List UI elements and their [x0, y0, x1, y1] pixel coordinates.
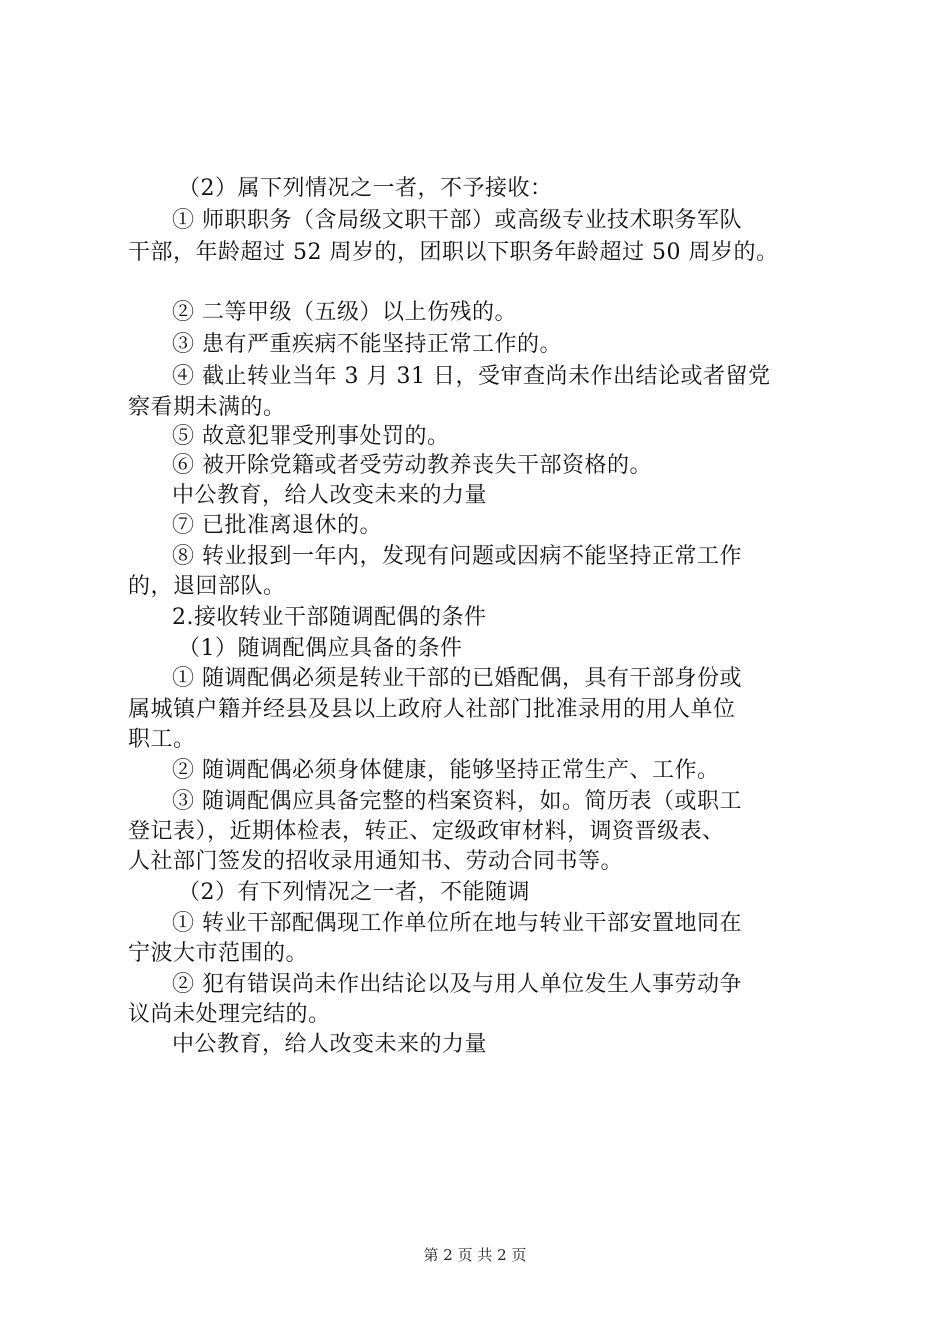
paragraph-line: ⑦ 已批准离退休的。	[172, 513, 382, 538]
paragraph-line: 属城镇户籍并经县及县以上政府人社部门批准录用的用人单位	[128, 697, 736, 722]
paragraph-line: ② 犯有错误尚未作出结论以及与用人单位发生人事劳动争	[172, 972, 742, 997]
paragraph-line: ② 随调配偶必须身体健康，能够坚持正常生产、工作。	[172, 758, 720, 783]
paragraph-line: ③ 患有严重疾病不能坚持正常工作的。	[172, 332, 562, 357]
watermark-line: 中公教育，给人改变未来的力量	[172, 483, 488, 508]
paragraph-line: ⑥ 被开除党籍或者受劳动教养丧失干部资格的。	[172, 453, 652, 478]
paragraph-line: 干部，年龄超过 52 周岁的，团职以下职务年龄超过 50 周岁的。	[128, 240, 779, 265]
paragraph-line: 登记表），近期体检表，转正、定级政审材料，调资晋级表、	[128, 819, 725, 844]
subsection-heading: （2）有下列情况之一者，不能随调	[178, 880, 530, 905]
paragraph-line: ① 转业干部配偶现工作单位所在地与转业干部安置地同在	[172, 911, 742, 936]
paragraph-line: ⑧ 转业报到一年内，发现有问题或因病不能坚持正常工作	[172, 544, 742, 569]
paragraph-line: ③ 随调配偶应具备完整的档案资料，如。简历表（或职工	[172, 789, 742, 814]
paragraph-line: ④ 截止转业当年 3 月 31 日，受审查尚未作出结论或者留党	[172, 364, 771, 389]
paragraph-line: 职工。	[128, 727, 196, 752]
paragraph-line: 议尚未处理完结的。	[128, 1002, 331, 1027]
paragraph-line: 的，退回部队。	[128, 574, 286, 599]
paragraph-line: ① 师职职务（含局级文职干部）或高级专业技术职务军队	[172, 208, 742, 233]
paragraph-line: 察看期未满的。	[128, 395, 286, 420]
section-heading: 2.接收转业干部随调配偶的条件	[172, 605, 487, 630]
page-number-footer: 第 2 页 共 2 页	[423, 1246, 527, 1264]
paragraph-line: （2）属下列情况之一者，不予接收：	[178, 176, 553, 201]
paragraph-line: ① 随调配偶必须是转业干部的已婚配偶，具有干部身份或	[172, 666, 742, 691]
paragraph-line: ⑤ 故意犯罪受刑事处罚的。	[172, 424, 450, 449]
paragraph-line: ② 二等甲级（五级）以上伤残的。	[172, 300, 517, 325]
paragraph-line: 人社部门签发的招收录用通知书、劳动合同书等。	[128, 849, 624, 874]
subsection-heading: （1）随调配偶应具备的条件	[178, 636, 463, 661]
watermark-line: 中公教育，给人改变未来的力量	[172, 1032, 488, 1057]
paragraph-line: 宁波大市范围的。	[128, 941, 309, 966]
